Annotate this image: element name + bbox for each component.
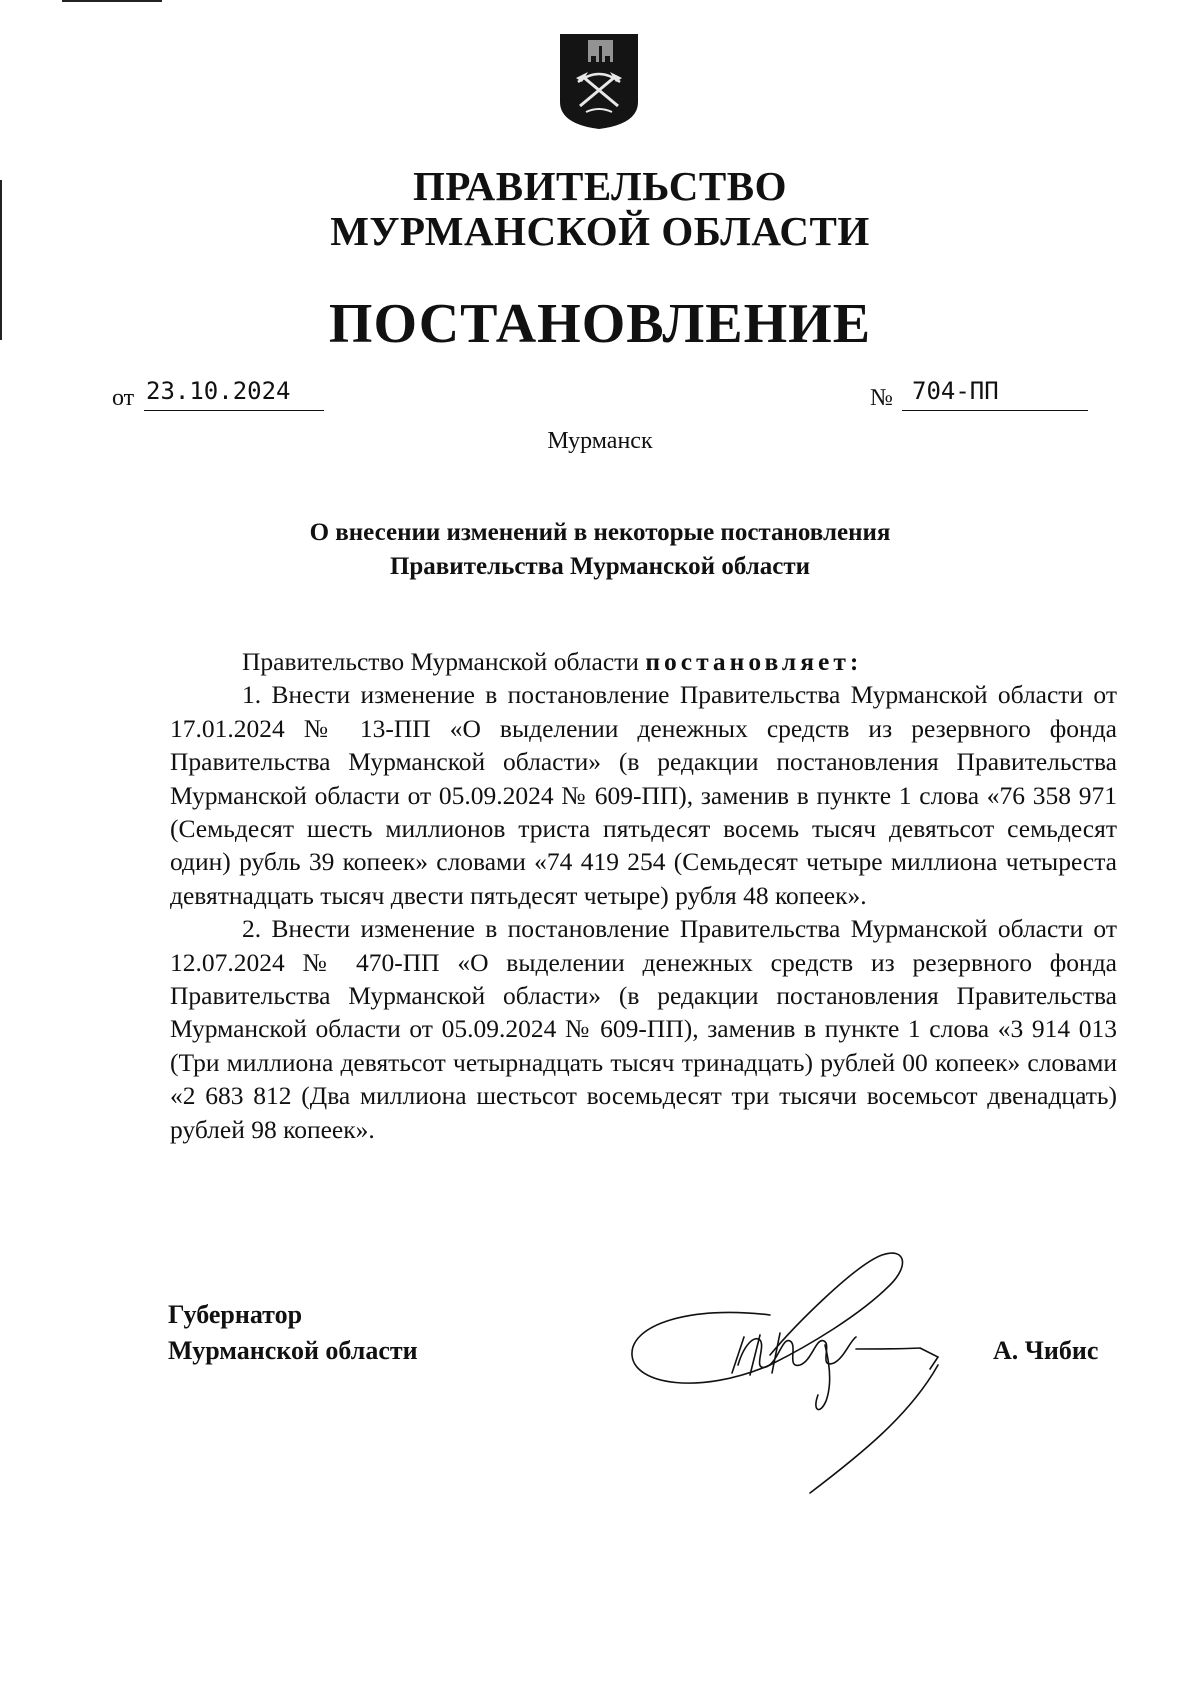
document-date: 23.10.2024 (146, 377, 291, 405)
organization-name-line2: МУРМАНСКОЙ ОБЛАСТИ (330, 208, 870, 254)
document-number: 704-ПП (912, 377, 999, 405)
resolution-item-1: 1. Внести изменение в постановление Правительства Мурманской области от 17.01.2024 № 13-ПП «О выделении денежных средств из резервного фонда Правительства Мурманской области» (в редакции постановления Правительства Мурманской области от 05.09.2024 № 609-ПП), заменив в пункте 1 слова «76 358 971 (Семьдесят шесть миллионов триста пятьдесят восемь тысяч девятьсот семьдесят один) рубль 39 копеек» словами «74 419 254 (Семьдесят четыре миллиона четыреста девятнадцать тысяч двести пятьдесят четыре) рубля 48 копеек». (170, 680, 1117, 910)
number-underline (902, 410, 1088, 411)
signatory-title-line1: Губернатор (168, 1300, 303, 1329)
signatory-title-line2: Мурманской области (168, 1336, 418, 1365)
signatory-name: А. Чибис (993, 1336, 1099, 1365)
preamble-verb: постановляет: (645, 647, 863, 676)
date-prefix: от (112, 385, 135, 411)
coat-of-arms-emblem (558, 32, 640, 130)
date-underline (144, 410, 324, 411)
handwritten-signature (620, 1245, 950, 1495)
number-prefix: № (870, 385, 893, 411)
scan-edge-mark (62, 0, 162, 2)
resolution-body (170, 645, 1117, 1146)
organization-name-line1: ПРАВИТЕЛЬСТВО (412, 163, 788, 209)
preamble-text: Правительство Мурманской области (242, 647, 639, 676)
resolution-item-2: 2. Внести изменение в постановление Правительства Мурманской области от 12.07.2024 № 470-ПП «О выделении денежных средств из резервного фонда Правительства Мурманской области» (в редакции постановления Правительства Мурманской области от 05.09.2024 № 609-ПП), заменив в пункте 1 слова «3 914 013 (Три миллиона девятьсот четырнадцать тысяч тринадцать) рублей 00 копеек» словами «2 683 812 (Два миллиона шестьсот восемьдесят три тысячи восемьсот двенадцать) рублей 98 копеек». (170, 914, 1117, 1144)
preamble-paragraph (170, 645, 1117, 678)
subject-line2: Правительства Мурманской области (389, 553, 811, 580)
document-type-title: ПОСТАНОВЛЕНИЕ (328, 293, 872, 355)
subject-line1: О внесении изменений в некоторые постановления (309, 519, 891, 546)
city: Мурманск (547, 428, 653, 454)
signatory-title (168, 1297, 418, 1369)
